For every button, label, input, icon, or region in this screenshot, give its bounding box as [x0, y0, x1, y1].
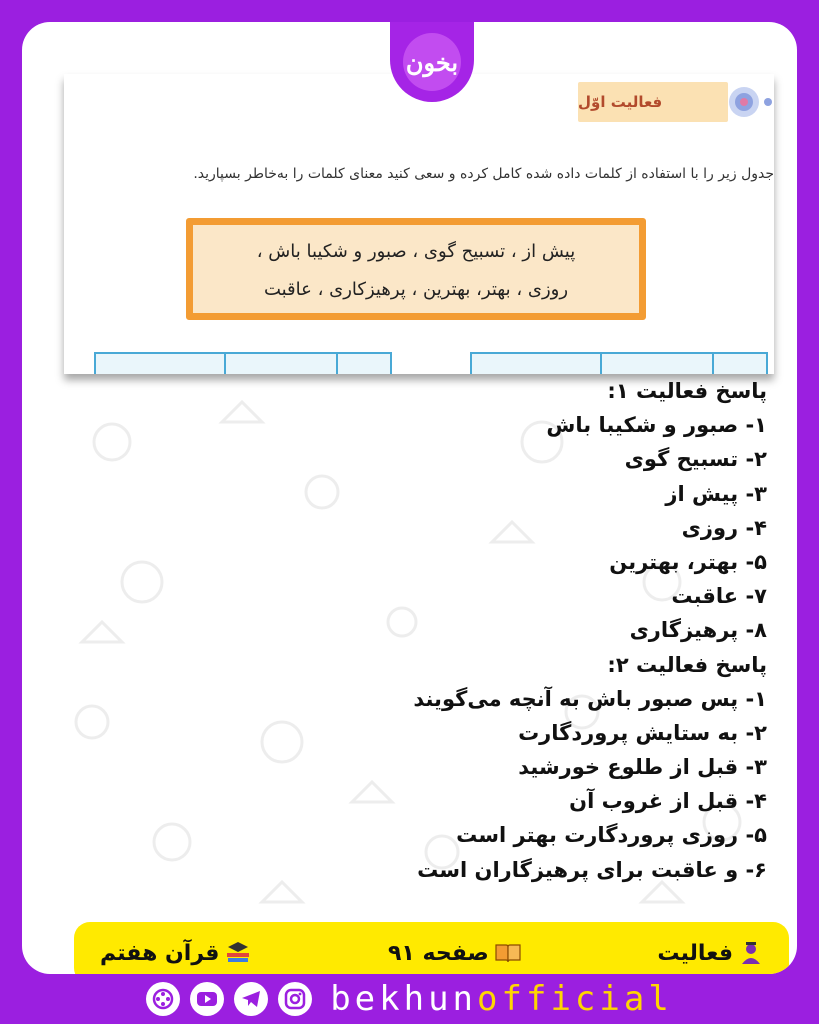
info-bar [74, 922, 789, 974]
table-right-top [470, 352, 768, 374]
info-page-label: صفحه ۹۱ [387, 940, 489, 966]
brand-accent: official [477, 979, 673, 1019]
brand-logo [390, 22, 474, 102]
answer-line: ۳- قبل از طلوع خورشید [518, 755, 767, 780]
answer-heading-1: پاسخ فعالیت ۱: [607, 379, 767, 403]
answer-line: ۵- روزی پروردگارت بهتر است [456, 823, 767, 848]
table-left-top [94, 352, 392, 374]
answer-heading-2: پاسخ فعالیت ۲: [607, 652, 767, 677]
word-bank-line-2: روزی ، بهتر، بهترین ، پرهیزکاری ، عاقبت [263, 279, 569, 300]
info-activity-label: فعالیت [657, 940, 733, 966]
aparat-icon[interactable] [146, 982, 180, 1016]
logo-mark: بخون [403, 33, 461, 91]
brand-name[interactable] [330, 979, 673, 1019]
info-page [388, 941, 521, 966]
telegram-icon[interactable] [234, 982, 268, 1016]
answer-line: ۴- قبل از غروب آن [569, 789, 767, 814]
answer-line: ۲- به ستایش پروردگارت [518, 720, 767, 745]
answer-line: ۱- صبور و شکیبا باش [546, 413, 767, 438]
answer-line: ۵- بهتر، بهترین [609, 549, 767, 574]
word-bank-line-1: پیش از ، تسبیح گوی ، صبور و شکیبا باش ، [256, 241, 576, 262]
info-book [100, 941, 251, 966]
instagram-icon[interactable] [278, 982, 312, 1016]
books-cap-icon [225, 941, 251, 965]
answer-line: ۲- تسبیح گوی [624, 447, 767, 472]
book-open-icon [495, 942, 521, 964]
footer-bar [0, 974, 819, 1024]
content-card [22, 22, 797, 974]
book-scan [64, 74, 774, 374]
brand-main: bekhun [330, 979, 478, 1019]
answer-line: ۱- پس صبور باش به آنچه می‌گویند [413, 686, 767, 711]
instruction-text: جدول زیر را با استفاده از کلمات داده شده کامل کرده و سعی کنید معنای کلمات را به‌خاطر بسپارید. [193, 166, 774, 182]
answer-line: ۴- روزی [681, 515, 767, 540]
youtube-icon[interactable] [190, 982, 224, 1016]
answer-line: ۸- پرهیزگاری [629, 618, 767, 643]
activity-title: فعالیت اوّل [578, 93, 663, 111]
word-bank-box [186, 218, 646, 320]
info-book-label: قرآن هفتم [100, 940, 220, 966]
answer-line: ۳- پیش از [665, 481, 767, 506]
student-icon [739, 941, 763, 965]
info-activity [657, 941, 763, 966]
activity-title-tag [578, 82, 728, 122]
answer-line: ۶- و عاقبت برای پرهیزگاران است [417, 857, 767, 882]
answers-list [67, 374, 767, 887]
answer-line: ۷- عاقبت [671, 584, 767, 609]
